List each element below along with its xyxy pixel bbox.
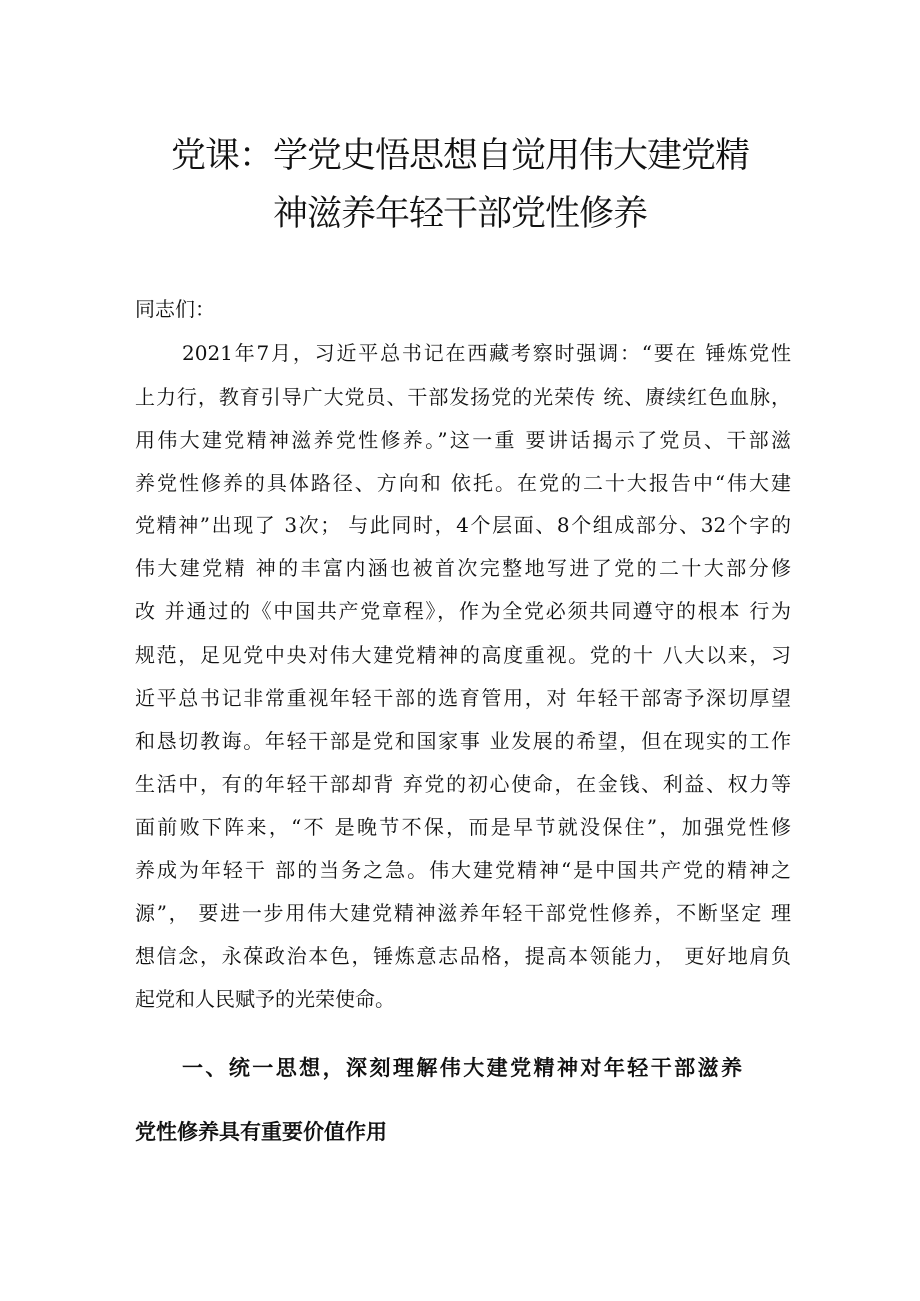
paragraph-line: 上力行，教育引导广大党员、干部发扬党的光荣传 统、赓续红色血脉，: [135, 385, 791, 409]
paragraph-line: 养党性修养的具体路径、方向和 依托。在党的二十大报告中“伟大建: [135, 471, 791, 495]
salutation: 同志们：: [135, 297, 215, 321]
document-title-line-2: 神滋养年轻干部党性修养: [272, 194, 647, 234]
paragraph-line: 规范，足见党中央对伟大建党精神的高度重视。党的十 八大以来，习: [135, 643, 791, 667]
section-heading-line-2: 党性修养具有重要价值作用: [135, 1120, 387, 1145]
paragraph-line: 2021年7月，习近平总书记在西藏考察时强调：“要在 锤炼党性: [182, 341, 791, 365]
paragraph-line: 用伟大建党精神滋养党性修养。”这一重 要讲话揭示了党员、干部滋: [135, 428, 791, 452]
paragraph-line: 近平总书记非常重视年轻干部的选育管用，对 年轻干部寄予深切厚望: [135, 686, 791, 710]
paragraph-line: 党精神”出现了 3次； 与此同时，4个层面、8个组成部分、32个字的: [135, 513, 791, 537]
paragraph-line: 面前败下阵来，“不 是晚节不保，而是早节就没保住”，加强党性修: [135, 815, 791, 839]
paragraph-line: 起党和人民赋予的光荣使命。: [135, 987, 395, 1011]
section-heading-line-1: 一、统一思想，深刻理解伟大建党精神对年轻干部滋养: [182, 1056, 742, 1081]
document-title-line-1: 党课：学党史悟思想自觉用伟大建党精: [170, 136, 749, 176]
paragraph-line: 伟大建党精 神的丰富内涵也被首次完整地写进了党的二十大部分修: [135, 556, 791, 580]
paragraph-line: 养成为年轻干 部的当务之急。伟大建党精神“是中国共产党的精神之: [135, 858, 791, 882]
paragraph-line: 源”， 要进一步用伟大建党精神滋养年轻干部党性修养，不断坚定 理: [135, 901, 791, 925]
paragraph-line: 想信念，永葆政治本色，锤炼意志品格，提高本领能力， 更好地肩负: [135, 944, 791, 968]
paragraph-line: 生活中，有的年轻干部却背 弃党的初心使命，在金钱、利益、权力等: [135, 772, 791, 796]
paragraph-line: 和恳切教诲。年轻干部是党和国家事 业发展的希望，但在现实的工作: [135, 729, 791, 753]
paragraph-line: 改 并通过的《中国共产党章程》，作为全党必须共同遵守的根本 行为: [135, 599, 791, 623]
